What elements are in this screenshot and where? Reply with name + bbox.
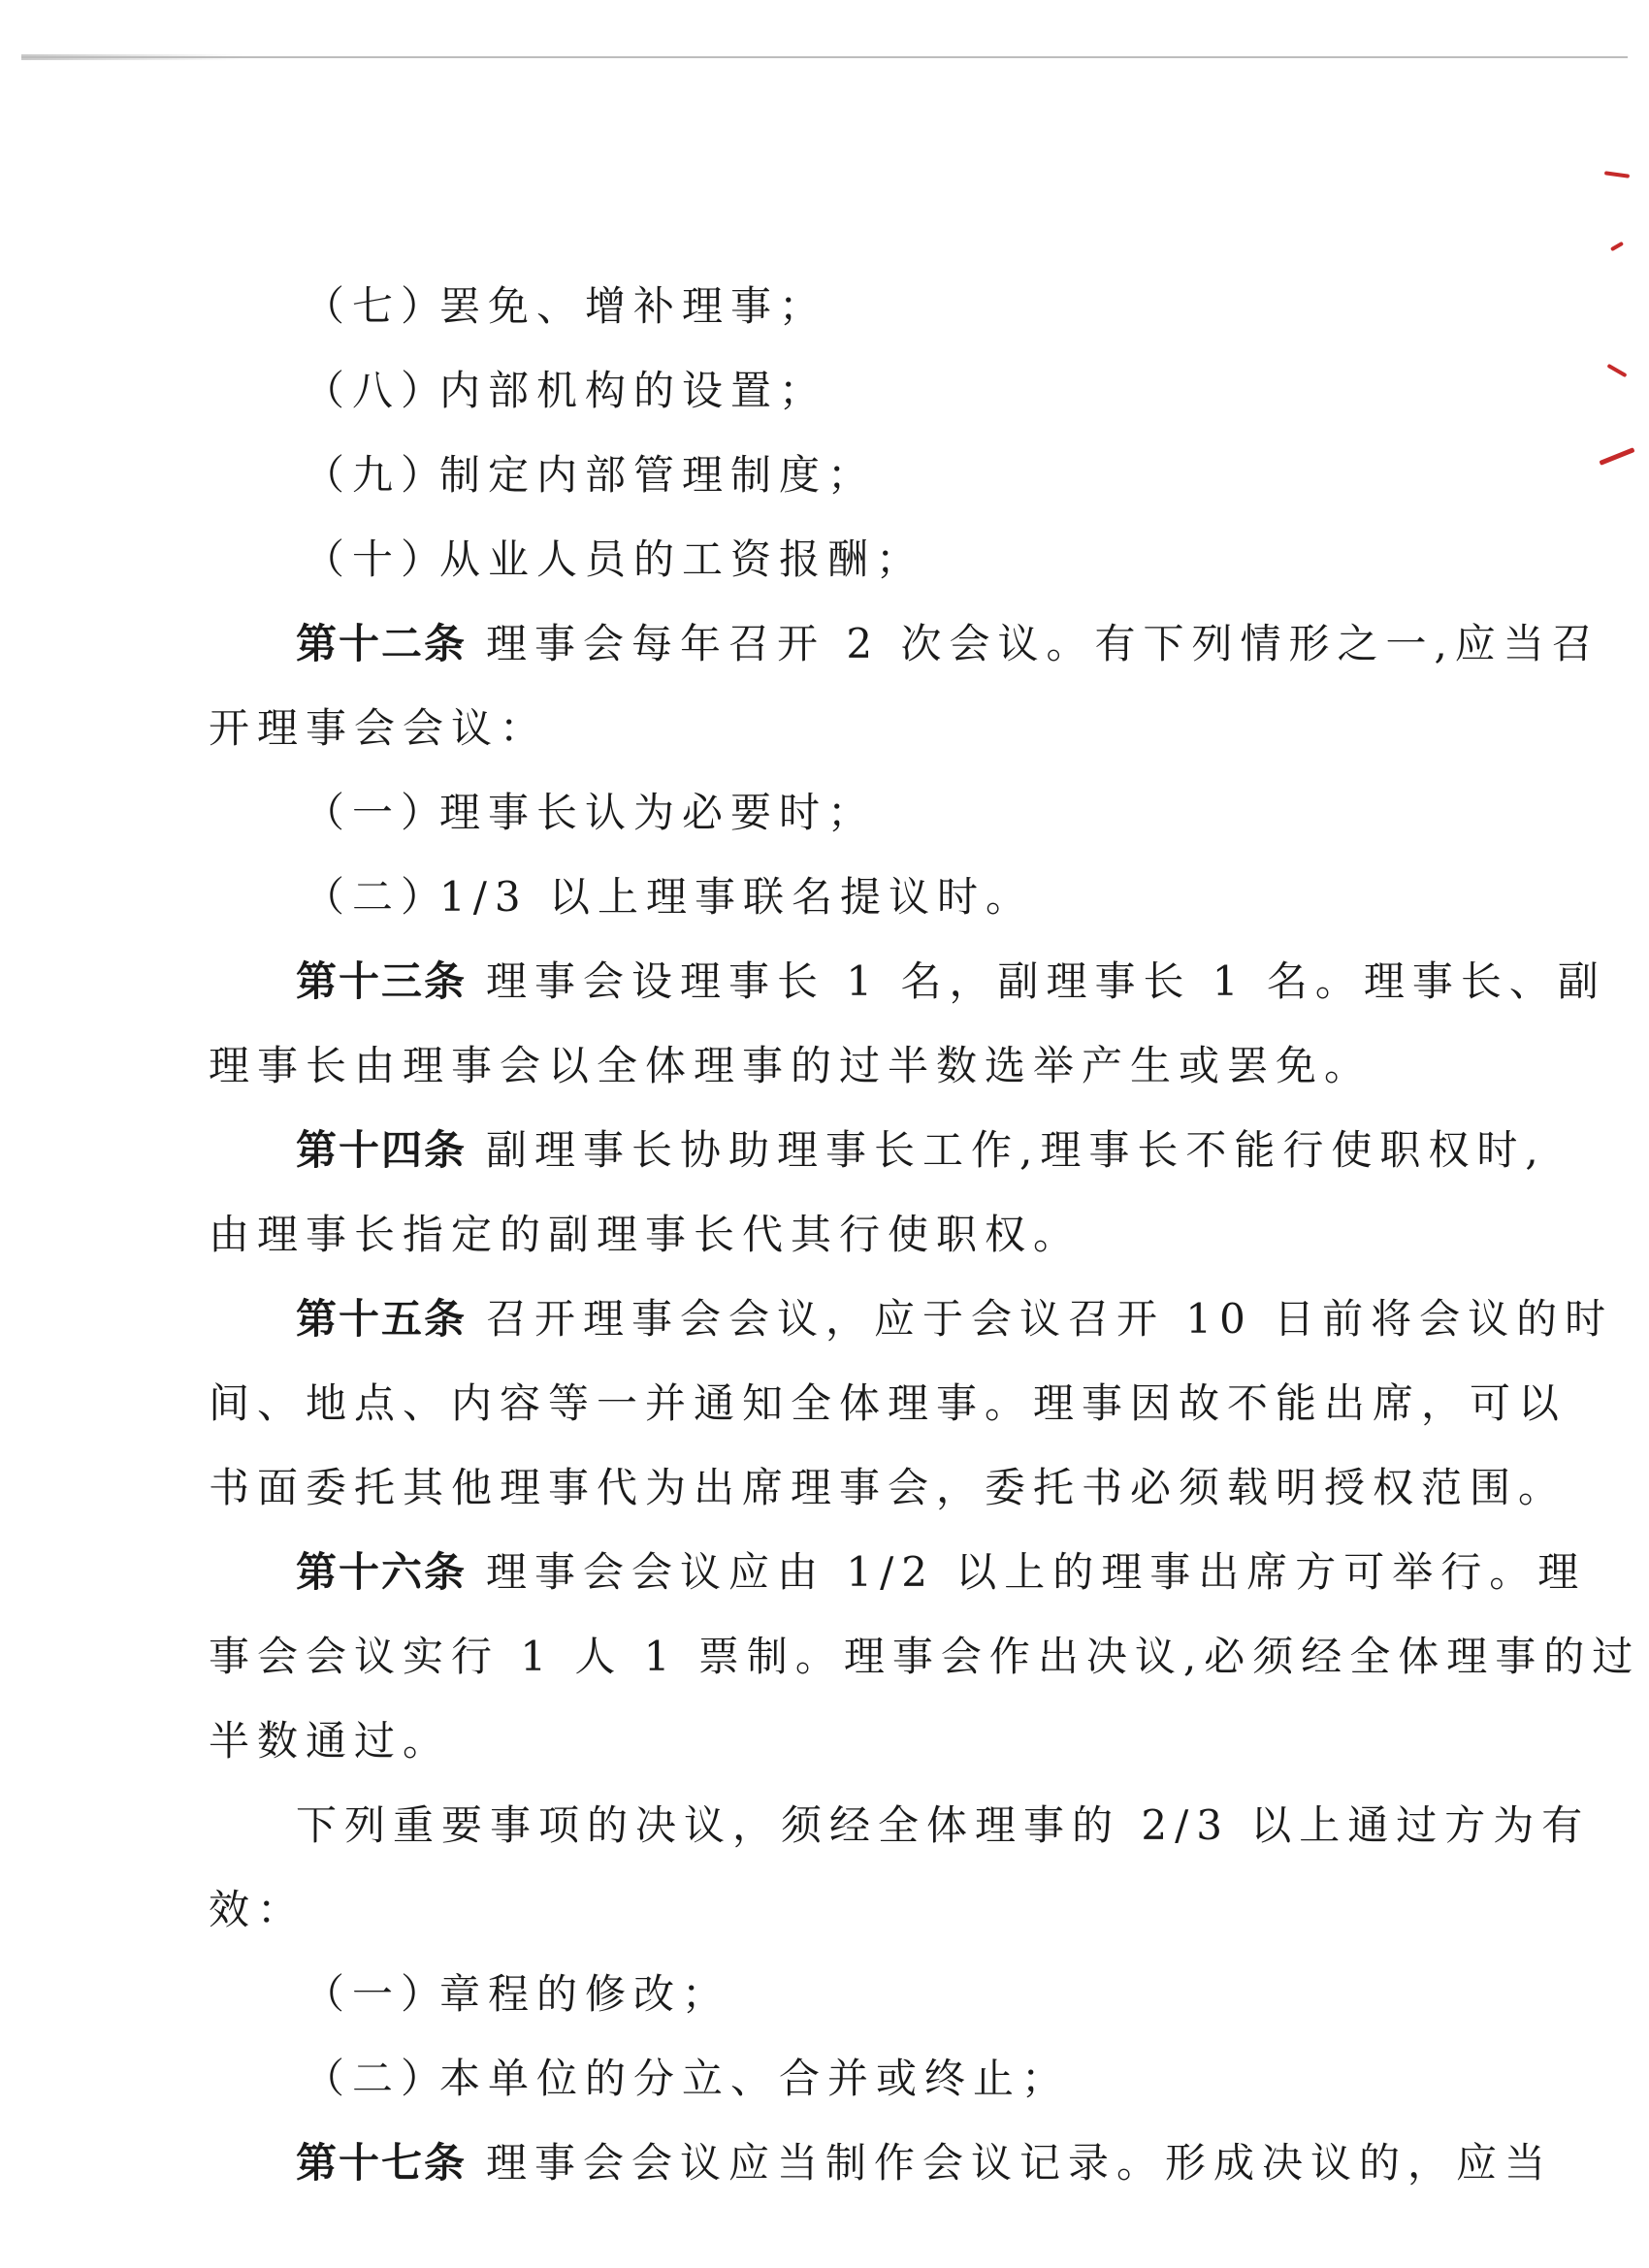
list-marker: （二）: [304, 2055, 450, 2102]
article-heading: 第十五条: [296, 1295, 468, 1343]
article-15-line: 书面委托其他理事代为出席理事会，委托书必须载明授权范围。: [209, 1464, 1568, 1511]
list-item: [209, 2036, 1436, 2121]
list-text: 罢免、增补理事；: [439, 282, 828, 330]
article-heading: 第十四条: [296, 1126, 468, 1174]
list-text: 本单位的分立、合并或终止；: [439, 2055, 1071, 2102]
article-16-line: 事会会议实行 1 人 1 票制。理事会作出决议,必须经全体理事的过: [209, 1633, 1641, 1680]
list-marker: （九）: [304, 451, 450, 499]
article-13-line: 理事长由理事会以全体理事的过半数选举产生或罢免。: [209, 1042, 1374, 1089]
red-seal-fragment: [1604, 171, 1630, 178]
list-marker: （二）: [304, 873, 450, 921]
article-heading: 第十二条: [296, 620, 468, 667]
article-13-line: [209, 939, 1606, 1023]
article-14-line: [209, 1108, 1546, 1192]
article-text: 副理事长协助理事长工作,理事长不能行使职权时,: [486, 1126, 1546, 1174]
page-top-rule: [21, 56, 1628, 58]
article-heading: 第十三条: [296, 957, 468, 1005]
list-item: [209, 517, 1436, 601]
article-text: 理事会会议应当制作会议记录。形成决议的，应当: [486, 2139, 1554, 2187]
article-text: 召开理事会会议，应于会议召开 10 日前将会议的时: [486, 1295, 1614, 1343]
article-16-para2: 效：: [209, 1886, 307, 1933]
list-text: 从业人员的工资报酬；: [439, 535, 925, 583]
article-text: 理事会每年召开 2 次会议。有下列情形之一,应当召: [486, 620, 1600, 667]
list-text: 内部机构的设置；: [439, 367, 828, 414]
article-16-line: 半数通过。: [209, 1717, 452, 1765]
red-seal-fragment: [1599, 447, 1634, 466]
list-text: 章程的修改；: [439, 1970, 731, 2018]
list-marker: （八）: [304, 367, 450, 414]
list-marker: （十）: [304, 535, 450, 583]
list-item: [209, 348, 1436, 433]
document-body: [209, 264, 1641, 2205]
article-12-line: 开理事会会议：: [209, 704, 549, 752]
article-heading: 第十六条: [296, 1548, 468, 1596]
list-marker: （一）: [304, 1970, 450, 2018]
red-seal-fragment: [1606, 364, 1627, 377]
list-item: [209, 855, 1436, 939]
list-item: [209, 1952, 1436, 2036]
article-text: 理事会会议应由 1/2 以上的理事出席方可举行。理: [486, 1548, 1587, 1596]
article-15-line: [209, 1277, 1614, 1361]
article-16-line: [209, 1530, 1587, 1614]
article-16-para2: 下列重要事项的决议，须经全体理事的 2/3 以上通过方为有: [296, 1801, 1591, 1849]
list-item: [209, 264, 1436, 348]
list-text: 理事长认为必要时；: [439, 789, 877, 836]
list-item: [209, 770, 1436, 855]
red-seal-fragment: [1610, 242, 1624, 251]
article-15-line: 间、地点、内容等一并通知全体理事。理事因故不能出席，可以: [209, 1379, 1568, 1427]
article-14-line: 由理事长指定的副理事长代其行使职权。: [209, 1211, 1083, 1258]
article-17-line: [209, 2121, 1554, 2205]
article-heading: 第十七条: [296, 2139, 468, 2187]
list-text: 1/3 以上理事联名提议时。: [439, 873, 1034, 921]
list-item: [209, 433, 1436, 517]
list-marker: （一）: [304, 789, 450, 836]
list-marker: （七）: [304, 282, 450, 330]
list-text: 制定内部管理制度；: [439, 451, 877, 499]
article-text: 理事会设理事长 1 名，副理事长 1 名。理事长、副: [486, 957, 1606, 1005]
article-12-line: [209, 601, 1600, 686]
